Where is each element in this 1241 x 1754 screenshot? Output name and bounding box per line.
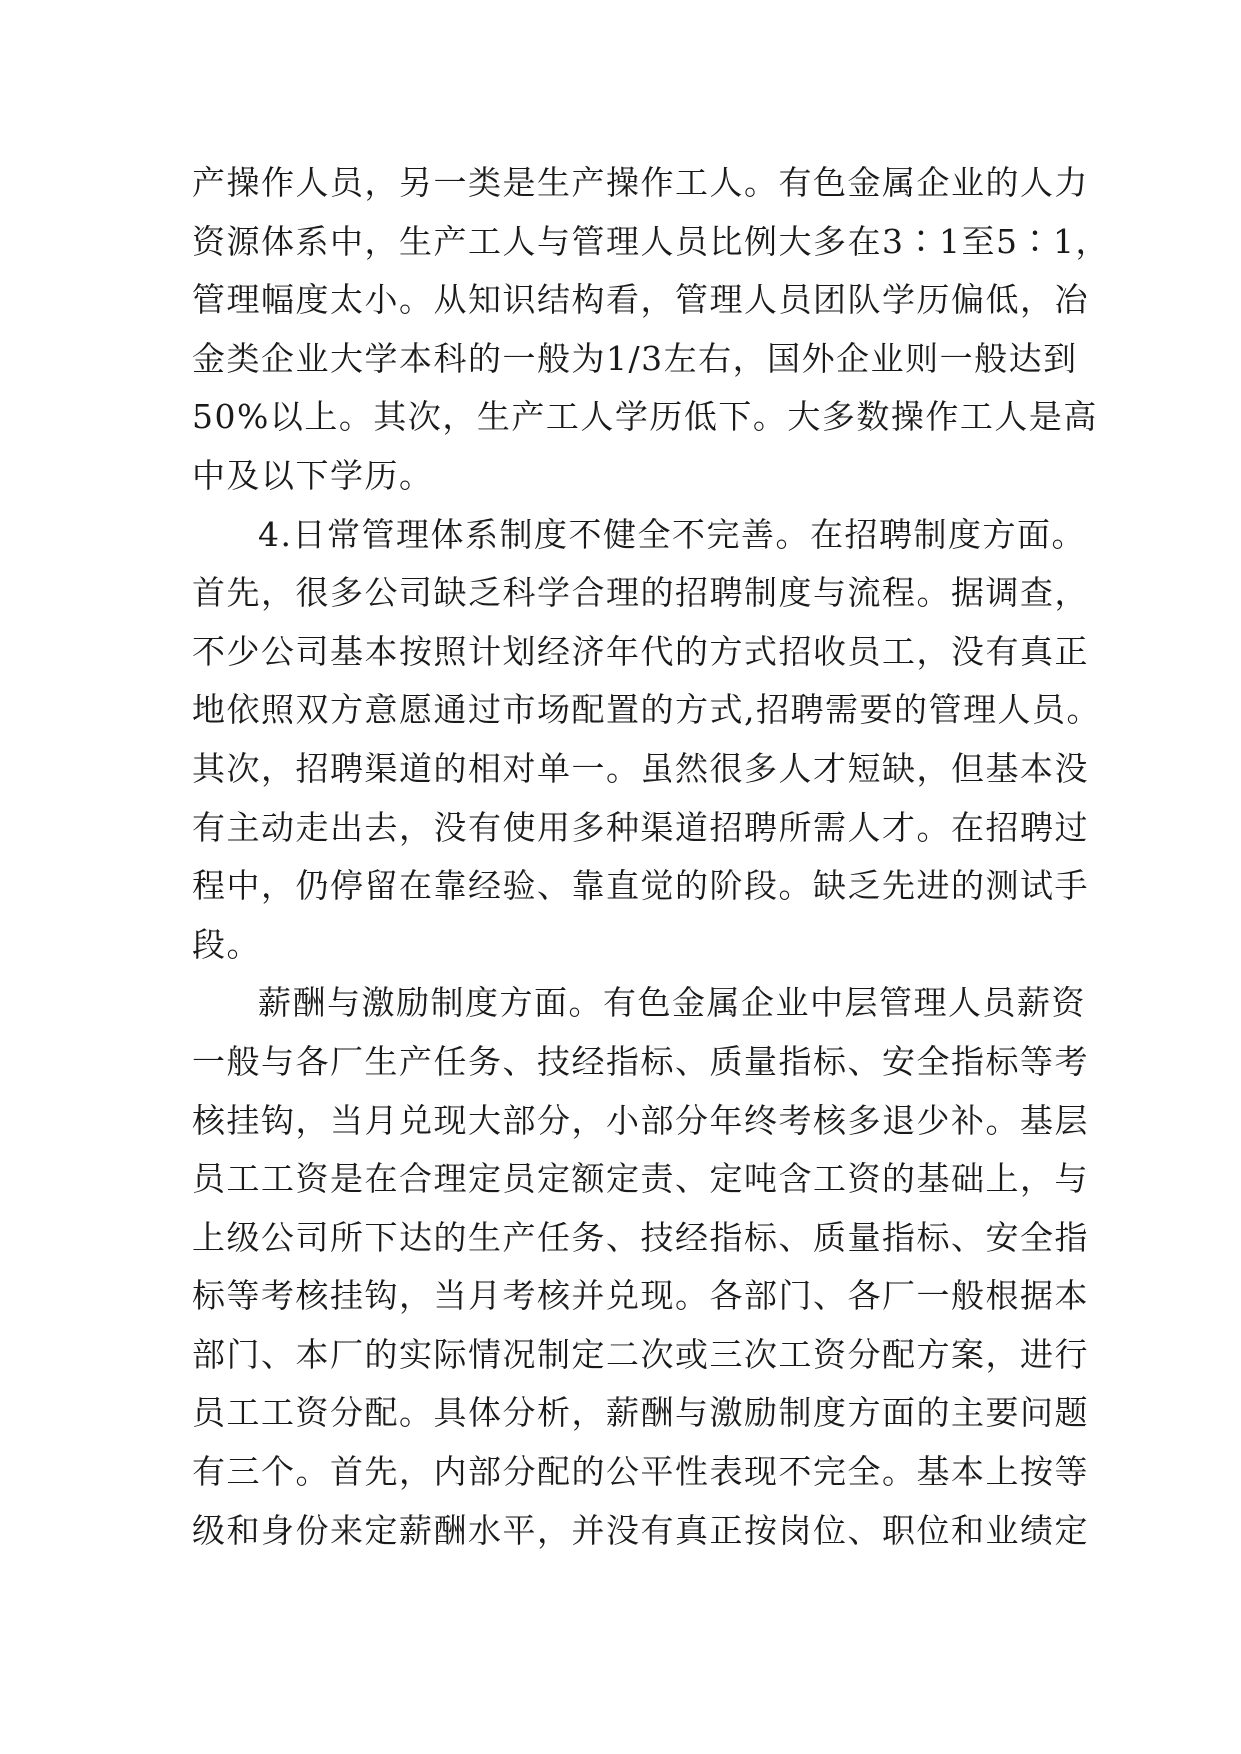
text-line: 50%以上。其次，生产工人学历低下。大多数操作工人是高	[192, 397, 1098, 437]
text-line: 金类企业大学本科的一般为1/3左右，国外企业则一般达到	[192, 338, 1078, 378]
text-line: 程中，仍停留在靠经验、靠直觉的阶段。缺乏先进的测试手	[192, 866, 1089, 906]
document-body	[192, 154, 1110, 1560]
text-line: 上级公司所下达的生产任务、技经指标、质量指标、安全指	[192, 1217, 1089, 1257]
text-line: 资源体系中，生产工人与管理人员比例大多在3∶1至5∶1，	[192, 221, 1110, 261]
text-line: 一般与各厂生产任务、技经指标、质量指标、安全指标等考	[192, 1041, 1089, 1081]
text-line: 首先，很多公司缺乏科学合理的招聘制度与流程。据调查，	[192, 573, 1089, 613]
text-line: 级和身份来定薪酬水平，并没有真正按岗位、职位和业绩定	[192, 1510, 1089, 1550]
text-line: 标等考核挂钩，当月考核并兑现。各部门、各厂一般根据本	[192, 1276, 1089, 1316]
text-line: 其次，招聘渠道的相对单一。虽然很多人才短缺，但基本没	[192, 748, 1089, 788]
text-line: 薪酬与激励制度方面。有色金属企业中层管理人员薪资	[258, 983, 1086, 1023]
text-line: 核挂钩，当月兑现大部分，小部分年终考核多退少补。基层	[192, 1100, 1089, 1140]
text-line: 员工工资分配。具体分析，薪酬与激励制度方面的主要问题	[192, 1393, 1089, 1433]
text-line: 中及以下学历。	[192, 455, 434, 495]
text-line: 地依照双方意愿通过市场配置的方式,招聘需要的管理人员。	[192, 690, 1101, 730]
text-line: 产操作人员，另一类是生产操作工人。有色金属企业的人力	[192, 163, 1089, 202]
text-line: 管理幅度太小。从知识结构看，管理人员团队学历偏低，冶	[192, 280, 1089, 320]
text-line: 有三个。首先，内部分配的公平性表现不完全。基本上按等	[192, 1452, 1089, 1492]
text-line: 不少公司基本按照计划经济年代的方式招收员工，没有真正	[192, 631, 1089, 671]
text-line: 员工工资是在合理定员定额定责、定吨含工资的基础上，与	[192, 1159, 1089, 1199]
text-line: 有主动走出去，没有使用多种渠道招聘所需人才。在招聘过	[192, 807, 1089, 847]
text-line: 4.日常管理体系制度不健全不完善。在招聘制度方面。	[258, 514, 1086, 554]
text-line: 部门、本厂的实际情况制定二次或三次工资分配方案，进行	[192, 1334, 1089, 1374]
text-line: 段。	[192, 924, 261, 964]
